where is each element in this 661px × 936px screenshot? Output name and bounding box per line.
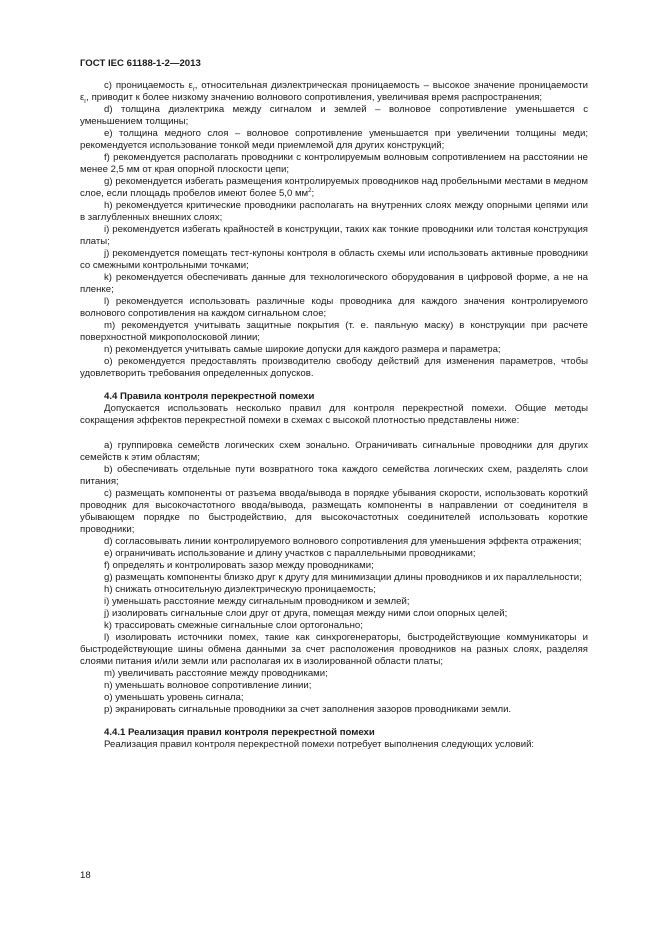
list-item: k) рекомендуется обеспечивать данные для технологического оборудования в цифровой форме, а не на пленке; — [80, 272, 588, 295]
document-title: ГОСТ IEC 61188-1-2—2013 — [80, 58, 201, 69]
list-item: j) рекомендуется помещать тест-купоны контроля в область схемы или использовать активные проводники со смежными контрольными точками; — [80, 248, 588, 271]
list-item: k) трассировать смежные сигнальные слои ортогонально; — [104, 620, 363, 631]
list-item: о) уменьшать уровень сигнала; — [104, 692, 244, 703]
list-item: m) рекомендуется учитывать защитные покрытия (т. е. паяльную маску) в конструкции при расчете поверхностной микрополосковой линии; — [80, 320, 588, 343]
list-item: h) снижать относительную диэлектрическую проницаемость; — [104, 584, 376, 595]
list-item: d) согласовывать линии контролируемого волнового сопротивления для уменьшения эффекта отражения; — [104, 536, 582, 547]
list-item: g) рекомендуется избегать размещения контролируемых проводников над пробельными местами в медном слое, если площадь пробелов имеют более 5,0 $мм^2$; — [80, 176, 588, 199]
list-item: р) экранировать сигнальные проводники за счет заполнения зазоров проводниками земли. — [104, 704, 512, 715]
list-item: е) ограничивать использование и длину участков с параллельными проводниками; — [104, 548, 476, 559]
section-4-4-1-intro: Реализация правил контроля перекрестной помехи потребует выполнения следующих условий: — [104, 739, 535, 750]
list-design-recommendations — [80, 80, 588, 380]
list-item: h) рекомендуется критические проводники располагать на внутренних слоях между опорными цепями или в заглубленных внешних слоях; — [80, 200, 588, 223]
list-item: l) рекомендуется использовать различные коды проводника для каждого значения контролируемого волнового сопротивления на каждом сигнальном слое; — [80, 296, 588, 319]
section-heading-4-4-1: 4.4.1 Реализация правил контроля перекрестной помехи — [104, 727, 375, 738]
list-item: m) увеличивать расстояние между проводниками; — [104, 668, 328, 679]
section-heading-4-4: 4.4 Правила контроля перекрестной помехи — [104, 391, 315, 402]
list-item: b) обеспечивать отдельные пути возвратного тока каждого семейства логических схем, разделять слои питания; — [80, 464, 588, 487]
section-4-4-intro: Допускается использовать несколько правил для контроля перекрестной помехи. Общие методы сокращения эффектов перекрестной помехи в схемах с высокой плотностью представлены ниже: — [80, 403, 588, 426]
list-crosstalk-rules — [80, 440, 588, 716]
page-number: 18 — [80, 870, 91, 881]
list-item: i) уменьшать расстояние между сигнальным проводником и землей; — [104, 596, 410, 607]
list-item: l) изолировать источники помех, такие как синхрогенераторы, быстродействующие коммуникаторы и быстродействующие шины обмена данными за счет расположения проводников на разных слоях, разделяя слоями питания и/или земли или располагая их в изолированной области платы; — [80, 632, 588, 667]
list-item: f) рекомендуется располагать проводники с контролируемым волновым сопротивлением на расстоянии не менее 2,5 мм от края опорной плоскости цепи; — [80, 152, 588, 175]
list-item: i) рекомендуется избегать крайностей в конструкции, таких как тонкие проводники или толстая конструкция платы; — [80, 224, 588, 247]
list-item: g) размещать компоненты близко друг к другу для минимизации длины проводников и их параллельности; — [104, 572, 582, 583]
list-item: а) группировка семейств логических схем зонально. Ограничивать сигнальные проводники для других семейств к этим областям; — [80, 440, 588, 463]
list-item: с) проницаемость $\varepsilon_r$, относительная диэлектрическая проницаемость – высокое значение проницаемости $\varepsilon_r$, приводит к более низкому значению волнового сопротивления, увеличивая время распространения; — [80, 80, 588, 105]
list-item: j) изолировать сигнальные слои друг от друга, помещая между ними слои опорных целей; — [104, 608, 508, 619]
list-item: с) размещать компоненты от разъема ввода/вывода в порядке убывания скорости, использовать короткий проводник для высокочастотного ввода/вывода, размещать компоненты в направлении от соединителя в убывающем порядке по быстродействию, для высокочастотных соединителей использовать короткие проводники; — [80, 488, 588, 535]
list-item: е) толщина медного слоя – волновое сопротивление уменьшается при увеличении толщины меди; рекомендуется использование тонкой меди приемлемой для других конструкций; — [80, 128, 588, 151]
list-item: n) уменьшать волновое сопротивление линии; — [104, 680, 312, 691]
document-page — [80, 58, 588, 751]
list-item: f) определять и контролировать зазор между проводниками; — [104, 560, 374, 571]
list-item: n) рекомендуется учитывать самые широкие допуски для каждого размера и параметра; — [104, 344, 501, 355]
list-item: о) рекомендуется предоставлять производителю свободу действий для изменения параметров, чтобы удовлетворить требования определенных допусков. — [80, 356, 588, 379]
list-item: d) толщина диэлектрика между сигналом и землей – волновое сопротивление уменьшается с уменьшением толщины; — [80, 104, 588, 127]
